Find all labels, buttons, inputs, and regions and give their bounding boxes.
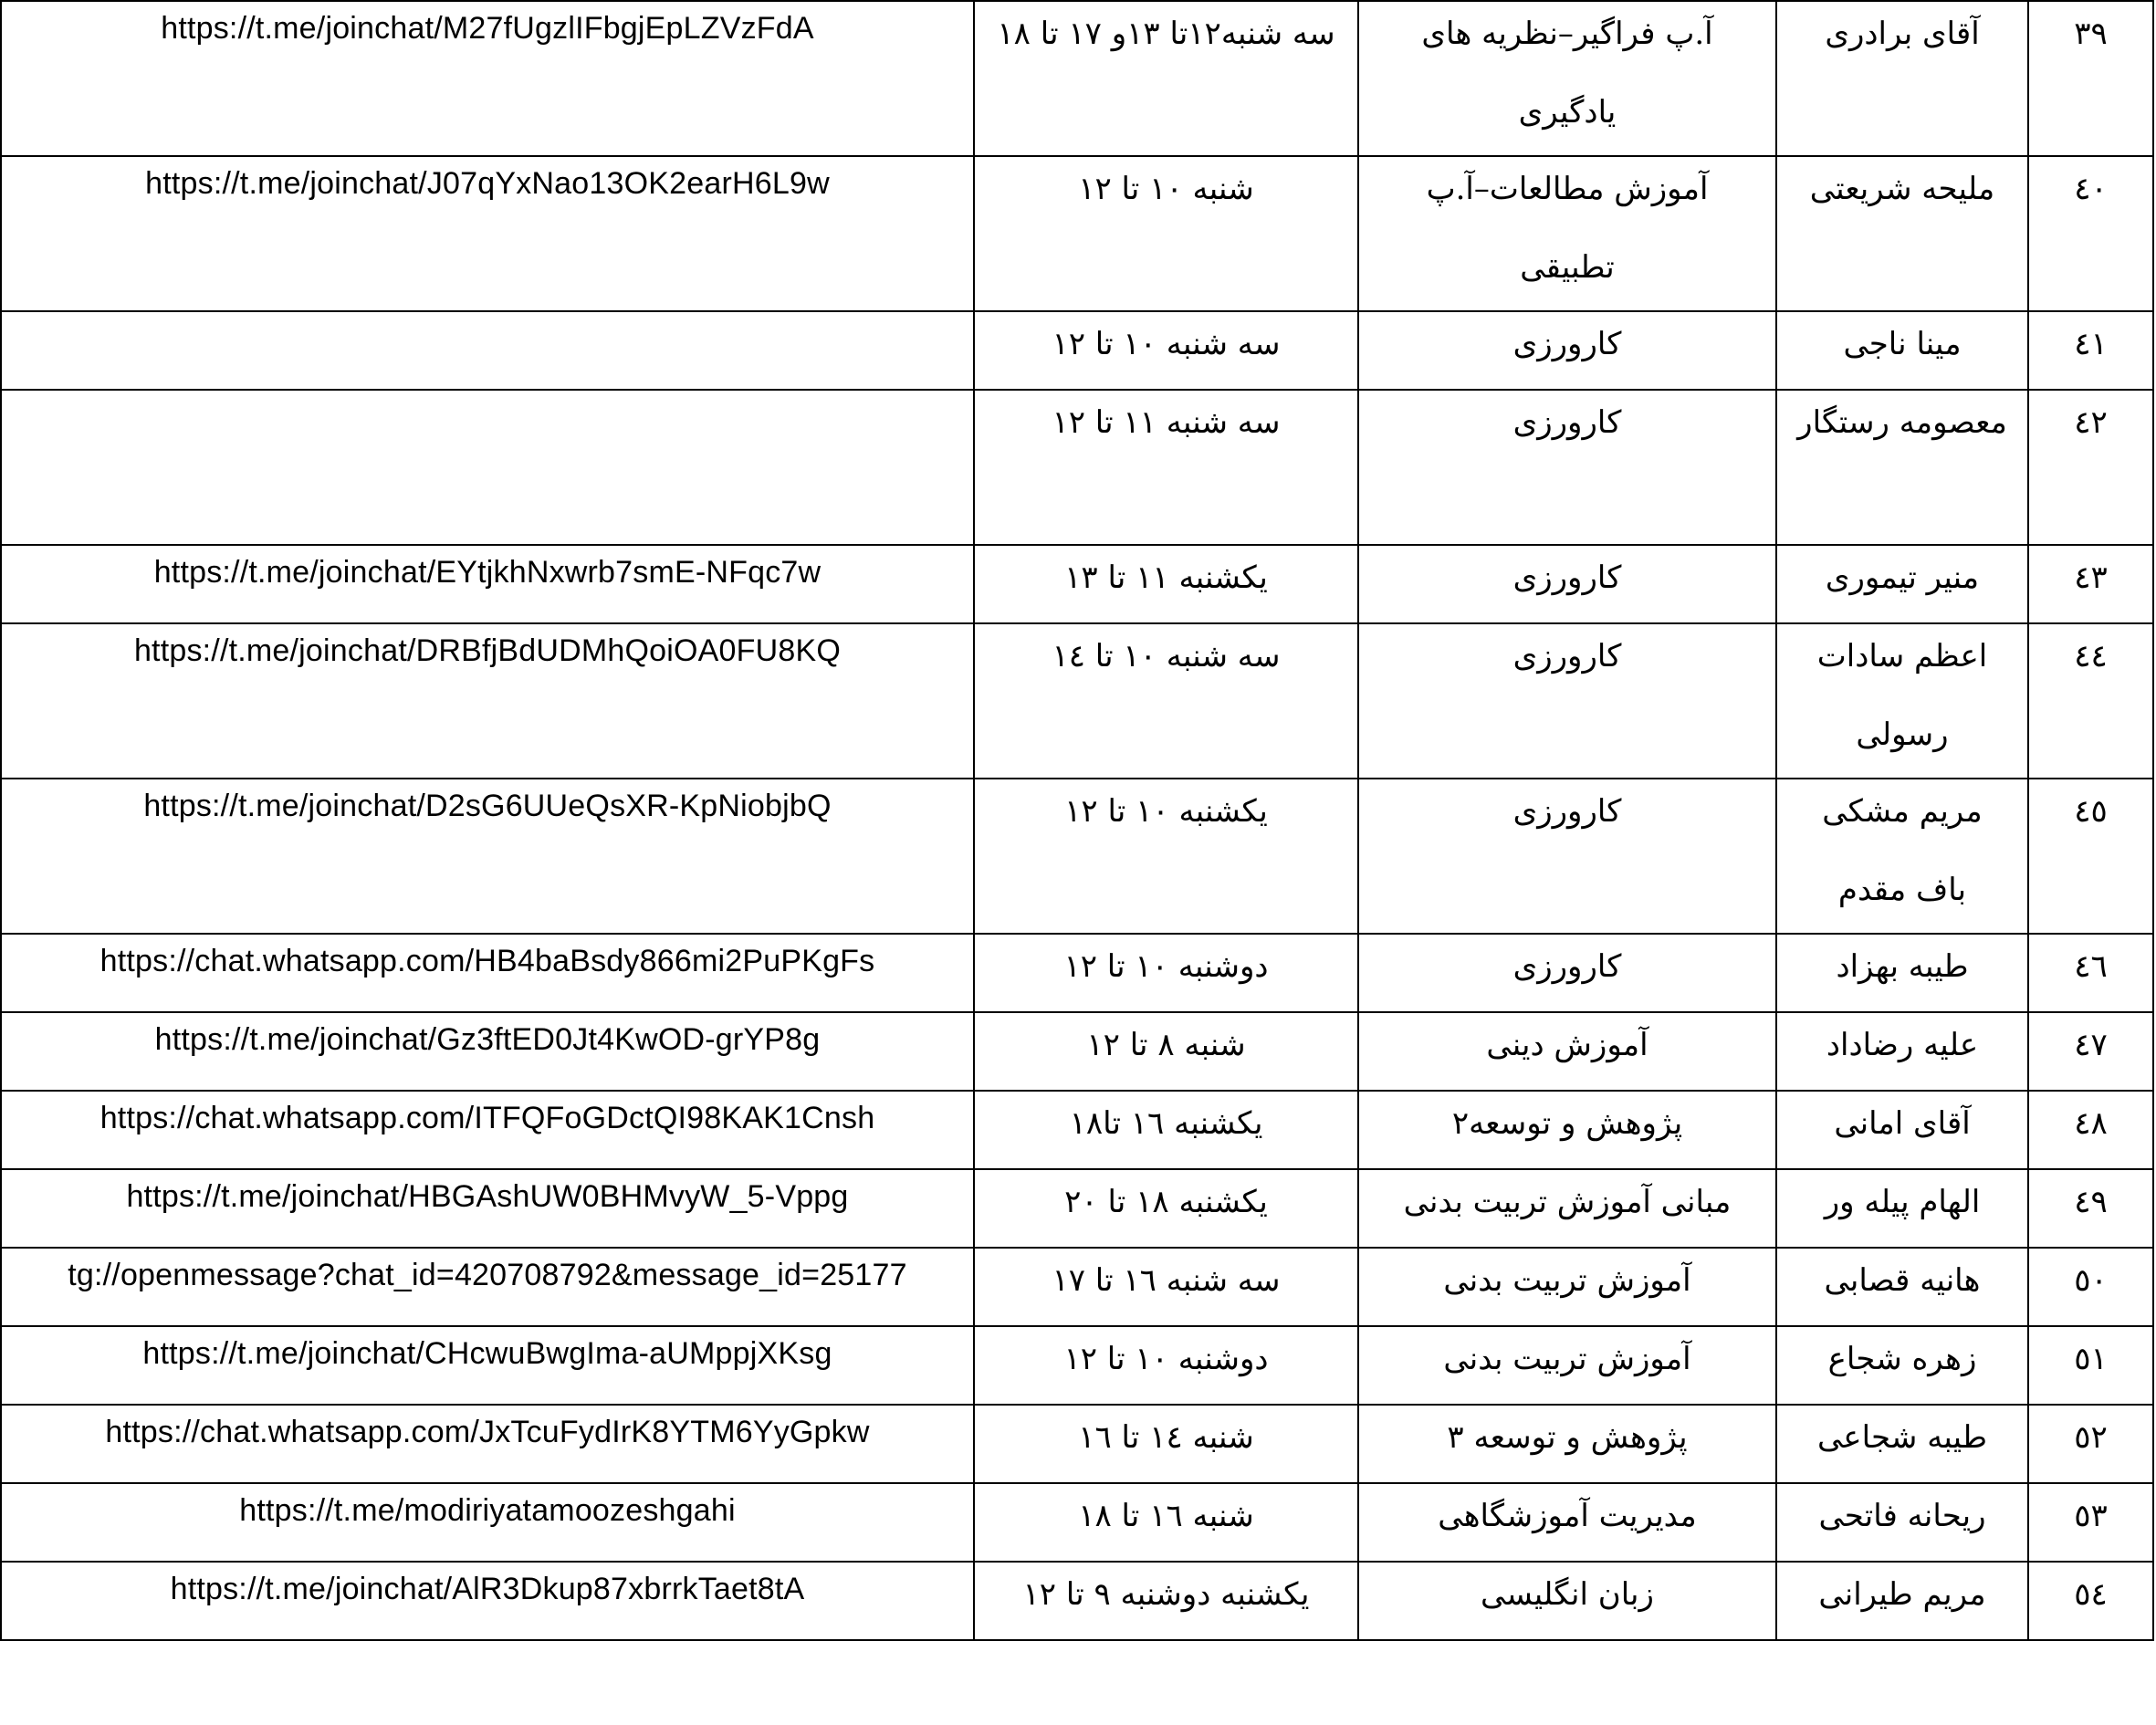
link-cell[interactable] (1, 1326, 974, 1405)
group-link[interactable]: https://t.me/joinchat/CHcwuBwgIma-aUMppjXKsg (142, 1336, 832, 1371)
name-cell (1776, 1405, 2028, 1483)
instructor-name: مینا ناجی (1843, 326, 1962, 362)
class-time: شنبه ۱۰ تا ۱۲ (1078, 171, 1254, 207)
link-cell[interactable] (1, 1091, 974, 1169)
class-time: سه شنبه ۱٦ تا ۱۷ (1052, 1262, 1281, 1299)
course-cell (1358, 1091, 1776, 1169)
row-number: ٤٠ (2074, 171, 2108, 207)
name-cell (1776, 156, 2028, 311)
group-link[interactable]: https://t.me/joinchat/DRBfjBdUDMhQoiOA0FU8KQ (133, 633, 842, 668)
class-time: شنبه ۸ تا ۱۲ (1086, 1027, 1246, 1063)
table-row (1, 1405, 2153, 1483)
instructor-name: زهره شجاع (1827, 1341, 1977, 1377)
course-title: پژوهش و توسعه۲ (1451, 1105, 1683, 1142)
row-number: ٤٢ (2074, 404, 2108, 441)
name-cell (1776, 779, 2028, 934)
course-cell (1358, 779, 1776, 934)
table-row (1, 934, 2153, 1012)
group-link[interactable]: https://chat.whatsapp.com/HB4baBsdy866mi2PuPKgFs (99, 944, 875, 978)
class-time: سه شنبه ۱۰ تا ۱٤ (1052, 638, 1281, 674)
link-cell[interactable] (1, 156, 974, 311)
course-cell (1358, 623, 1776, 779)
table-row (1, 1169, 2153, 1248)
name-cell (1776, 1562, 2028, 1640)
class-time: یکشنبه ۱۰ تا ۱۲ (1064, 793, 1268, 830)
time-cell (974, 1091, 1358, 1169)
number-cell (2028, 390, 2153, 545)
table-row (1, 1248, 2153, 1326)
class-time: یکشنبه دوشنبه ۹ تا ۱۲ (1022, 1576, 1310, 1613)
class-time: دوشنبه ۱۰ تا ۱۲ (1063, 948, 1269, 985)
row-number: ٥١ (2074, 1341, 2108, 1377)
row-number: ٥٣ (2074, 1498, 2108, 1534)
instructor-name: مریم طیرانی (1818, 1576, 1986, 1613)
course-cell (1358, 1405, 1776, 1483)
row-number: ٤٩ (2074, 1184, 2108, 1220)
instructor-name: اعظم سادات رسولی (1816, 638, 1988, 753)
row-number: ٤٤ (2074, 638, 2108, 674)
instructor-name: طیبه بهزاد (1836, 948, 1969, 985)
number-cell (2028, 934, 2153, 1012)
name-cell (1776, 1248, 2028, 1326)
course-cell (1358, 390, 1776, 545)
instructor-name: علیه رضاداد (1826, 1027, 1979, 1063)
course-cell (1358, 1248, 1776, 1326)
time-cell (974, 1248, 1358, 1326)
course-title: کارورزی (1512, 948, 1622, 985)
row-number: ۳۹ (2074, 16, 2108, 52)
course-title: آموزش تربیت بدنی (1443, 1262, 1691, 1299)
number-cell (2028, 623, 2153, 779)
course-title: مبانی آموزش تربیت بدنی (1403, 1184, 1732, 1220)
class-time: یکشنبه ۱۸ تا ۲۰ (1064, 1184, 1268, 1220)
number-cell (2028, 1248, 2153, 1326)
name-cell (1776, 934, 2028, 1012)
group-link[interactable]: https://t.me/modiriyatamoozeshgahi (239, 1493, 736, 1528)
link-cell[interactable] (1, 1483, 974, 1562)
table-row (1, 779, 2153, 934)
link-cell[interactable] (1, 1562, 974, 1640)
table-row (1, 390, 2153, 545)
link-cell[interactable] (1, 1012, 974, 1091)
time-cell (974, 779, 1358, 934)
group-link[interactable]: https://t.me/joinchat/HBGAshUW0BHMvyW_5-Vppg (126, 1179, 849, 1214)
class-time: یکشنبه ۱٦ تا۱۸ (1069, 1105, 1263, 1142)
link-cell[interactable] (1, 545, 974, 623)
number-cell (2028, 156, 2153, 311)
instructor-name: ریحانه فاتحی (1818, 1498, 1986, 1534)
number-cell (2028, 1483, 2153, 1562)
class-time: یکشنبه ۱۱ تا ۱۳ (1064, 559, 1268, 596)
group-link[interactable]: https://t.me/joinchat/EYtjkhNxwrb7smE-NFqc7w (153, 555, 822, 590)
course-cell (1358, 1, 1776, 156)
course-title: آموزش دینی (1486, 1027, 1648, 1063)
instructor-name: ملیحه شریعتی (1809, 171, 1995, 207)
time-cell (974, 311, 1358, 390)
table-row (1, 1562, 2153, 1640)
course-title: کارورزی (1512, 793, 1622, 830)
row-number: ٤١ (2074, 326, 2108, 362)
course-cell (1358, 1012, 1776, 1091)
name-cell (1776, 545, 2028, 623)
name-cell (1776, 390, 2028, 545)
time-cell (974, 1562, 1358, 1640)
link-cell[interactable] (1, 779, 974, 934)
course-cell (1358, 1562, 1776, 1640)
group-link[interactable]: https://chat.whatsapp.com/ITFQFoGDctQI98KAK1Cnsh (99, 1101, 875, 1135)
link-cell (1, 390, 974, 545)
class-time: سه شنبه۱۲تا ۱۳و ۱۷ تا ۱۸ (997, 16, 1335, 52)
time-cell (974, 1169, 1358, 1248)
number-cell (2028, 1, 2153, 156)
time-cell (974, 156, 1358, 311)
group-link (2, 391, 973, 394)
class-time: شنبه ۱٤ تا ۱٦ (1078, 1419, 1254, 1456)
table-row (1, 1012, 2153, 1091)
time-cell (974, 1012, 1358, 1091)
table-row (1, 1483, 2153, 1562)
course-title: کارورزی (1512, 559, 1622, 596)
table-row (1, 1091, 2153, 1169)
number-cell (2028, 1012, 2153, 1091)
number-cell (2028, 1326, 2153, 1405)
link-cell[interactable] (1, 934, 974, 1012)
instructor-name: الهام پیله ور (1824, 1184, 1981, 1220)
table-row (1, 545, 2153, 623)
link-cell[interactable] (1, 623, 974, 779)
row-number: ٤٧ (2074, 1027, 2108, 1063)
row-number: ٤٥ (2074, 793, 2108, 830)
time-cell (974, 1326, 1358, 1405)
course-cell (1358, 934, 1776, 1012)
class-time: شنبه ۱٦ تا ۱۸ (1078, 1498, 1254, 1534)
class-time: سه شنبه ۱۰ تا ۱۲ (1052, 326, 1281, 362)
instructor-name: آقای امانی (1834, 1105, 1971, 1142)
course-title: پژوهش و توسعه ۳ (1447, 1419, 1688, 1456)
name-cell (1776, 1091, 2028, 1169)
course-cell (1358, 156, 1776, 311)
group-link[interactable]: https://chat.whatsapp.com/JxTcuFydIrK8YTM6YyGpkw (105, 1415, 870, 1449)
time-cell (974, 545, 1358, 623)
instructor-name: طیبه شجاعی (1816, 1419, 1988, 1456)
instructor-name: مریم مشکی باف مقدم (1822, 793, 1983, 908)
class-time: سه شنبه ۱۱ تا ۱۲ (1052, 404, 1281, 441)
instructor-name: آقای برادری (1825, 16, 1980, 52)
row-number: ٤٣ (2074, 559, 2108, 596)
group-link[interactable]: https://t.me/joinchat/AlR3Dkup87xbrrkTaet8tA (170, 1572, 805, 1606)
group-link[interactable]: https://t.me/joinchat/D2sG6UUeQsXR-KpNiobjbQ (143, 789, 832, 823)
time-cell (974, 390, 1358, 545)
time-cell (974, 1, 1358, 156)
link-cell[interactable] (1, 1, 974, 156)
course-cell (1358, 311, 1776, 390)
course-title: آموزش تربیت بدنی (1443, 1341, 1691, 1377)
instructor-name: معصومه رستگار (1797, 404, 2007, 441)
row-number: ٤٨ (2074, 1105, 2108, 1142)
instructor-name: منیر تیموری (1825, 559, 1980, 596)
course-cell (1358, 1169, 1776, 1248)
group-link[interactable]: tg://openmessage?chat_id=420708792&message_id=25177 (68, 1258, 907, 1292)
group-link[interactable]: https://t.me/joinchat/M27fUgzlIFbgjEpLZVzFdA (161, 11, 814, 46)
table-row (1, 1326, 2153, 1405)
row-number: ٥٤ (2074, 1576, 2108, 1613)
name-cell (1776, 623, 2028, 779)
number-cell (2028, 1169, 2153, 1248)
row-number: ٥٠ (2074, 1262, 2108, 1299)
course-cell (1358, 1483, 1776, 1562)
table-row (1, 311, 2153, 390)
course-title: زبان انگلیسی (1481, 1576, 1654, 1613)
class-time: دوشنبه ۱۰ تا ۱۲ (1063, 1341, 1269, 1377)
number-cell (2028, 1405, 2153, 1483)
row-number: ٥٢ (2074, 1419, 2108, 1456)
name-cell (1776, 1169, 2028, 1248)
number-cell (2028, 311, 2153, 390)
table-row (1, 1, 2153, 156)
link-cell (1, 311, 974, 390)
number-cell (2028, 545, 2153, 623)
time-cell (974, 1483, 1358, 1562)
instructor-name: هانیه قصابی (1824, 1262, 1981, 1299)
time-cell (974, 934, 1358, 1012)
name-cell (1776, 1326, 2028, 1405)
name-cell (1776, 1012, 2028, 1091)
link-cell[interactable] (1, 1248, 974, 1326)
course-title: مدیریت آموزشگاهی (1438, 1498, 1697, 1534)
group-link[interactable]: https://t.me/joinchat/Gz3ftED0Jt4KwOD-grYP8g (154, 1022, 821, 1057)
number-cell (2028, 1091, 2153, 1169)
table-row (1, 156, 2153, 311)
course-cell (1358, 545, 1776, 623)
name-cell (1776, 1483, 2028, 1562)
course-title: آموزش مطالعات–آ.پ تطبیقی (1426, 171, 1709, 286)
table-row (1, 623, 2153, 779)
number-cell (2028, 779, 2153, 934)
course-title: کارورزی (1512, 326, 1622, 362)
course-title: کارورزی (1512, 404, 1622, 441)
time-cell (974, 1405, 1358, 1483)
name-cell (1776, 1, 2028, 156)
course-title: آ.پ فراگیر–نظریه های یادگیری (1421, 16, 1713, 131)
name-cell (1776, 311, 2028, 390)
time-cell (974, 623, 1358, 779)
group-link[interactable]: https://t.me/joinchat/J07qYxNao13OK2earH6L9w (145, 166, 830, 201)
course-cell (1358, 1326, 1776, 1405)
course-title: کارورزی (1512, 638, 1622, 674)
link-cell[interactable] (1, 1169, 974, 1248)
number-cell (2028, 1562, 2153, 1640)
link-cell[interactable] (1, 1405, 974, 1483)
row-number: ٤٦ (2074, 948, 2108, 985)
group-link (2, 312, 973, 316)
